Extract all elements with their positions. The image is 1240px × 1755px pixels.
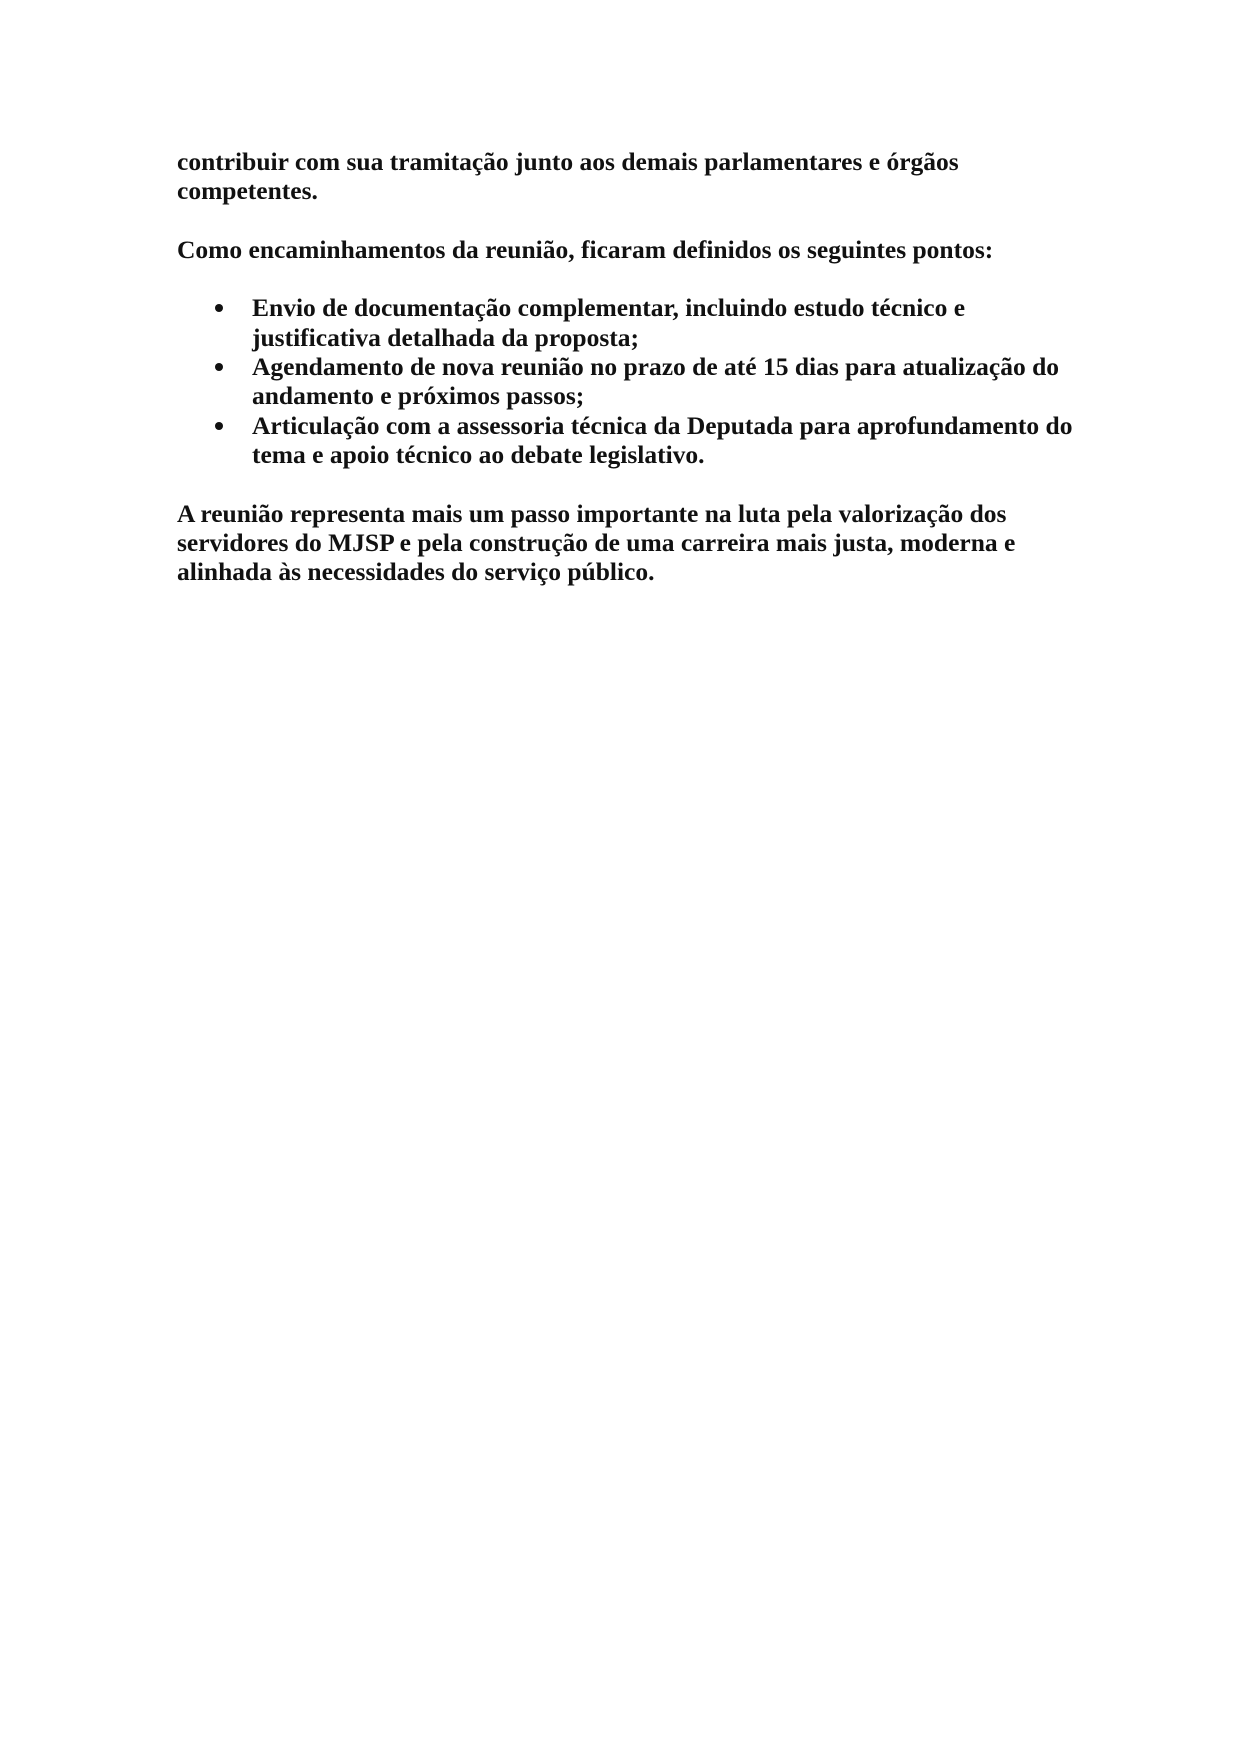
- list-item: [177, 293, 1077, 352]
- list-item-text: Envio de documentação complementar, incluindo estudo técnico e justificativa detalhada da proposta;: [252, 293, 966, 352]
- document-body: [177, 147, 1077, 616]
- paragraph-continuation: contribuir com sua tramitação junto aos demais parlamentares e órgãos competentes.: [177, 147, 959, 206]
- bullet-icon: [215, 422, 223, 430]
- bullet-icon: [215, 363, 223, 371]
- action-items-list: [177, 293, 1077, 469]
- list-item-text: Articulação com a assessoria técnica da Deputada para aprofundamento do tema e apoio técnico ao debate legislativo.: [252, 410, 1073, 469]
- list-item: [177, 352, 1077, 411]
- bullet-icon: [215, 304, 223, 312]
- paragraph-intro-list: Como encaminhamentos da reunião, ficaram definidos os seguintes pontos:: [177, 234, 994, 264]
- list-item-text: Agendamento de nova reunião no prazo de até 15 dias para atualização do andamento e próximos passos;: [252, 352, 1060, 411]
- list-item: [177, 411, 1077, 470]
- paragraph-conclusion: A reunião representa mais um passo importante na luta pela valorização dos servidores do MJSP e pela construção de uma carreira mais justa, moderna e alinhada às necessidades do serviço público.: [177, 498, 1016, 587]
